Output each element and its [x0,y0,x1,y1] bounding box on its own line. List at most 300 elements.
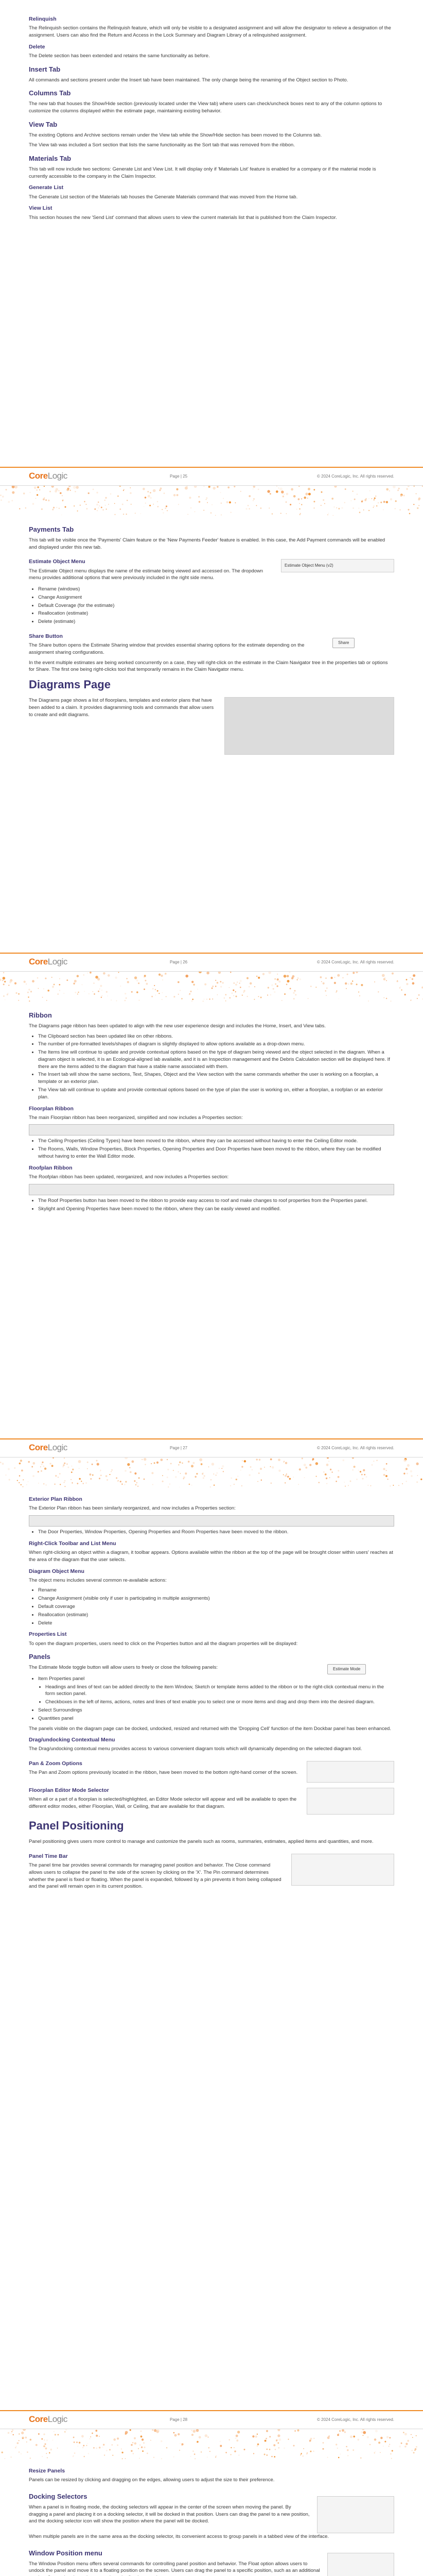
decorative-dot [74,505,75,506]
decorative-dot [308,493,311,495]
list-item: • Skylight and Opening Properties have been moved to the ribbon, where they can be easily viewed and modified. [38,1206,394,1213]
decorative-dot [131,2450,132,2452]
decorative-dot [373,1461,374,1462]
decorative-dot [346,2446,347,2447]
decorative-dot [99,2436,100,2437]
decorative-dot [327,514,328,515]
decorative-dot [43,2433,45,2435]
decorative-dot [138,1477,140,1479]
decorative-dot [88,2453,89,2454]
decorative-dot [42,1462,43,1463]
decorative-dot [220,2441,221,2442]
text-docking-selectors: When a panel is in floating mode, the docking selectors will appear in the center of the screen when moving the panel. By dragging a panel and placing it on a docking selector, it will be docked in that position. Users can drag the panel to a new position, and the docking selector icon will show the position where the panel will be docked. [29,2504,310,2524]
decorative-dot [367,1485,368,1486]
decorative-dot [401,2443,402,2444]
decorative-dot [52,1458,54,1459]
page-number: Page | 28 [170,2417,188,2422]
decorative-dot [256,505,257,506]
heading-view-list: View List [29,205,52,212]
decorative-dot [417,1475,418,1476]
decorative-dots-header [0,2429,423,2459]
decorative-dot [408,509,409,511]
decorative-dot [399,987,400,988]
decorative-dot [404,994,406,995]
heading-right-click-toolbar: Right-Click Toolbar and List Menu [29,1540,116,1547]
decorative-dot [157,501,158,502]
decorative-dot [278,980,280,982]
decorative-dot [36,2444,38,2446]
decorative-dot [134,2437,136,2439]
decorative-dot [155,995,156,996]
decorative-dot [163,512,164,513]
decorative-dot [51,486,54,488]
decorative-dot [160,1459,163,1461]
decorative-dot [20,1460,22,1462]
decorative-dot [19,1482,20,1483]
decorative-dot [30,2439,32,2441]
decorative-dot [38,1483,39,1484]
decorative-dot [90,2438,91,2439]
decorative-dot [21,2453,22,2455]
editor-mode-screenshot [307,1788,394,1815]
panel-time-bar-screenshot [291,1854,394,1886]
estimate-mode-button-illustration: Estimate Mode [327,1664,366,1674]
decorative-dot [191,981,193,983]
decorative-dot [241,1466,243,1467]
text-ribbon: The Diagrams page ribbon has been updated to align with the new user experience design and includes the Home, Insert, and View tabs. [29,1023,326,1029]
decorative-dot [383,1474,385,1476]
decorative-dot [23,2429,26,2431]
decorative-dot [12,491,14,494]
decorative-dot [265,2440,267,2442]
decorative-dot [52,2439,53,2441]
decorative-dot [386,980,387,981]
doc-page-3 [0,972,423,1458]
decorative-dot [99,505,100,506]
decorative-dot [156,1462,158,1464]
decorative-dot [11,2433,12,2434]
text-materials-tab: This tab will now include two sections: Generate List and View List. It will display only if 'Materials List' feature is enabled for a company or if the material mode is currently accessible to the company in the Claim Inspector. [29,166,376,179]
decorative-dot [284,494,285,495]
heading-generate-list: Generate List [29,184,64,191]
decorative-dot [130,492,132,494]
decorative-dot [138,2448,139,2449]
decorative-dot [239,980,241,982]
decorative-dot [197,989,198,990]
text-columns-tab: The new tab that houses the Show/Hide section (previously located under the View tab) where users can check/uncheck boxes next to any of the column options to customize the columns displayed within the estimate page, maintaining existing behavior. [29,101,382,114]
list-item: • The Insert tab will show the same sections, Text, Shapes, Object and the View section with the same commands whether the user is working on a floorplan, a template or an exterior plan. [38,1071,394,1086]
heading-floorplan-ribbon: Floorplan Ribbon [29,1105,74,1112]
decorative-dot [358,1470,359,1471]
decorative-dot [100,985,102,987]
decorative-dot [257,2434,258,2435]
decorative-dot [336,1481,337,1482]
decorative-dot [401,989,402,990]
decorative-dot [374,2438,376,2441]
decorative-dot [7,993,9,994]
decorative-dot [98,501,99,502]
decorative-dot [362,1478,364,1480]
decorative-dot [58,490,59,491]
decorative-dot [167,1459,168,1460]
decorative-dot [26,984,27,985]
decorative-dot [161,2459,162,2460]
decorative-dot [234,2450,236,2452]
decorative-dot [131,991,133,993]
decorative-dot [116,1478,117,1479]
decorative-dot [151,996,153,997]
decorative-dot [173,2456,174,2458]
decorative-dot [228,2439,230,2440]
decorative-dot [391,2458,392,2459]
decorative-dot [96,492,98,493]
decorative-dot [308,998,309,999]
heading-panels: Panels [29,1653,50,1661]
decorative-dot [220,2445,222,2447]
decorative-dot [126,978,127,979]
decorative-dot [338,998,339,999]
decorative-dot [294,2430,296,2432]
decorative-dot [41,1470,42,1472]
decorative-dot [104,2454,105,2455]
decorative-dot [257,2445,258,2447]
decorative-dot [77,993,78,994]
heading-diagram-object-menu: Diagram Object Menu [29,1568,84,1574]
decorative-dot [221,514,222,515]
decorative-dot [208,1466,209,1467]
decorative-dot [26,1484,27,1485]
ribbon-list [38,1033,394,1101]
text-panels: The Estimate Mode toggle button will allow users to freely or close the following panels: [29,1665,218,1671]
decorative-dot [285,1462,288,1464]
decorative-dot [173,2432,175,2434]
decorative-dot [140,2431,142,2432]
decorative-dot [93,489,94,490]
decorative-dot [170,1463,172,1465]
decorative-dot [313,501,315,502]
exterior-ribbon-list [38,1529,394,1536]
text-window-position: The Window Position menu offers several commands for controlling panel position and behavior. The Float option allows users to undock the panel and move it to a floating position on the screen. Users can drag the panel to a specific position, such as an additional [29,2561,320,2574]
decorative-dot [225,994,226,995]
decorative-dot [68,486,71,487]
decorative-dot [180,990,181,991]
decorative-dot [262,973,265,975]
decorative-dot [157,990,158,992]
heading-estimate-object-menu: Estimate Object Menu [29,558,85,565]
pan-zoom-screenshot [307,1761,394,1783]
decorative-dot [8,501,10,503]
decorative-dot [190,991,191,992]
decorative-dot [83,2445,84,2447]
decorative-dot [418,994,420,996]
decorative-dot [167,1469,169,1470]
decorative-dot [253,500,254,501]
decorative-dot [285,1475,287,1477]
decorative-dot [366,1476,367,1478]
decorative-dot [404,2433,407,2435]
decorative-dot [313,2451,314,2452]
decorative-dot [156,2430,158,2433]
decorative-dot [100,1471,101,1472]
decorative-dot [96,2447,97,2449]
decorative-dot [17,1480,18,1481]
share-button-illustration: Share [332,638,355,648]
decorative-dot [278,487,279,488]
decorative-dot [360,2458,361,2459]
decorative-dot [252,1469,253,1470]
decorative-dot [268,972,271,974]
decorative-dot [89,1473,91,1476]
decorative-dot [116,1000,117,1001]
decorative-dot [23,1479,24,1480]
decorative-dot [87,1468,88,1469]
decorative-dot [44,1468,46,1470]
decorative-dot [279,487,283,490]
decorative-dot [18,1000,19,1001]
decorative-dot [145,1464,146,1465]
decorative-dot [329,1477,330,1478]
text-diagrams-page: The Diagrams page shows a list of floorplans, templates and exterior plans that have been added to a claim. It provides diagramming tools and commands that allow users to create and edit diagrams. [29,698,214,718]
decorative-dot [45,2448,47,2450]
list-item: • Quantities panel [38,1715,394,1722]
decorative-dot [250,982,252,985]
decorative-dot [203,1477,204,1479]
page-footer [0,2410,423,2429]
decorative-dot [193,2430,196,2433]
decorative-dot [190,2456,191,2457]
decorative-dot [28,1481,29,1482]
page-number: Page | 26 [170,960,188,964]
decorative-dot [191,2430,192,2431]
decorative-dot [338,1476,340,1478]
decorative-dot [98,507,99,509]
decorative-dot [307,498,308,499]
decorative-dot [326,1464,329,1466]
decorative-dot [42,2456,43,2457]
decorative-dot [120,1481,121,1482]
decorative-dot [352,2449,354,2451]
decorative-dot [67,1467,69,1468]
decorative-dot [166,2447,167,2448]
decorative-dot [6,1475,7,1476]
decorative-dot [162,1481,164,1482]
decorative-dot [258,1472,260,1474]
decorative-dot [153,504,154,505]
decorative-dot [57,2448,58,2449]
decorative-dot [368,1001,369,1002]
decorative-dot [24,980,26,982]
list-item: • Rename [38,1587,394,1594]
decorative-dot [0,1462,2,1463]
decorative-dot [230,972,231,973]
decorative-dot [196,2429,199,2432]
decorative-dot [227,486,230,488]
decorative-dot [144,506,145,507]
decorative-dot [83,974,85,976]
decorative-dot [16,2446,17,2447]
decorative-dot [46,2439,48,2441]
decorative-dot [298,486,300,487]
decorative-dot [96,2435,98,2437]
decorative-dot [19,2440,20,2441]
decorative-dot [286,1473,287,1475]
decorative-dot [278,2447,279,2449]
corelogic-logo: CoreLogic [29,2414,67,2424]
decorative-dot [309,1464,311,1466]
decorative-dot [314,507,315,509]
decorative-dot [139,2444,141,2446]
decorative-dot [302,1458,303,1459]
decorative-dot [403,1473,405,1475]
decorative-dot [408,486,410,487]
decorative-dot [180,2443,181,2444]
decorative-dot [249,495,251,497]
decorative-dot [299,1468,301,1470]
decorative-dot [28,989,30,990]
decorative-dot [55,2434,56,2435]
decorative-dot [64,1486,65,1487]
decorative-dot [374,498,376,499]
decorative-dot [136,991,138,993]
decorative-dot [46,1000,47,1001]
decorative-dot [234,1484,235,1485]
decorative-dot [59,1473,61,1475]
decorative-dot [407,1473,408,1475]
decorative-dot [147,2452,148,2454]
decorative-dot [168,1486,169,1487]
decorative-dot [157,506,158,507]
decorative-dot [215,515,216,516]
decorative-dot [194,486,197,488]
decorative-dot [244,1460,246,1462]
decorative-dot [101,506,102,508]
decorative-dot [342,2429,344,2432]
decorative-dot [142,2450,144,2452]
decorative-dot [144,975,146,977]
decorative-dot [103,510,104,511]
decorative-dot [38,2433,40,2435]
decorative-dot [336,2444,337,2445]
text-view-tab: The existing Options and Archive sections remain under the View tab while the Show/Hide section has been moved to the Columns tab. [29,132,322,138]
decorative-dot [229,987,230,988]
decorative-dot [22,2437,24,2439]
heading-editor-mode-selector: Floorplan Editor Mode Selector [29,1787,109,1794]
decorative-dot [134,2442,137,2445]
list-item: • Delete [38,1620,394,1627]
decorative-dot [97,1463,99,1465]
decorative-dot [241,1485,242,1486]
decorative-dot [220,981,221,982]
decorative-dot [233,989,234,991]
decorative-dot [327,2457,328,2458]
decorative-dot [258,977,260,979]
decorative-dot [284,2447,285,2449]
list-item: • Rename (windows) [38,586,394,593]
decorative-dot [64,2431,65,2432]
decorative-dot [77,975,79,977]
heading-insert-tab: Insert Tab [29,65,61,73]
decorative-dot [276,490,278,493]
list-item: • Select Surroundings [38,1707,394,1714]
decorative-dot [244,2449,245,2450]
decorative-dot [316,1476,317,1477]
decorative-dot [373,507,374,508]
list-item: • The Ceiling Properties (Ceiling Types) have been moved to the ribbon, where they can be accessed without having to enter the Ceiling Editor mode. [38,1138,394,1145]
decorative-dot [416,2435,417,2436]
decorative-dot [62,500,63,501]
decorative-dot [17,2442,19,2444]
decorative-dot [41,509,43,510]
decorative-dot [261,1480,262,1481]
decorative-dot [70,489,71,490]
decorative-dot [185,975,188,978]
decorative-dot [259,1459,261,1461]
decorative-dot [30,991,32,992]
decorative-dot [269,2449,271,2450]
decorative-dot [32,1462,35,1465]
decorative-dot [386,488,389,490]
decorative-dot [199,2436,201,2438]
decorative-dot [231,1478,232,1479]
decorative-dot [326,1478,327,1479]
decorative-dot [109,2449,111,2450]
decorative-dot [231,512,232,513]
decorative-dot [338,2457,340,2459]
decorative-dot [249,1474,250,1476]
roofplan-ribbon-screenshot [29,1184,394,1195]
decorative-dot [59,990,60,991]
decorative-dot [9,981,11,983]
decorative-dot [14,1467,15,1469]
text-floorplan-ribbon: The main Floorplan ribbon has been reorganized, simplified and now includes a Properties section: [29,1114,243,1121]
list-item: • Item Properties panel [38,1675,394,1683]
decorative-dot [27,2451,28,2453]
decorative-dot [127,500,128,501]
decorative-dot [363,1469,365,1471]
decorative-dot [150,497,152,499]
decorative-dot [338,508,340,510]
decorative-dot [177,494,179,496]
decorative-dot [30,2458,31,2459]
decorative-dot [276,2440,277,2441]
decorative-dot [73,982,75,984]
decorative-dot [357,494,358,495]
decorative-dot [60,492,62,494]
decorative-dot [385,1475,387,1477]
decorative-dot [413,2452,415,2453]
decorative-dot [342,977,343,978]
decorative-dot [52,986,54,988]
decorative-dot [328,513,329,514]
decorative-dot [76,486,79,489]
decorative-dot [83,2456,84,2457]
decorative-dot [63,1464,64,1466]
decorative-dot [15,2447,16,2449]
decorative-dot [31,1466,33,1467]
decorative-dot [21,1469,23,1471]
decorative-dot [303,2448,304,2449]
decorative-dot [253,498,255,500]
decorative-dot [384,2441,386,2443]
decorative-dot [235,995,237,997]
decorative-dot [331,498,333,500]
decorative-dot [278,1459,280,1461]
decorative-dot [363,510,364,511]
decorative-dot [8,1468,10,1470]
decorative-dot [130,487,131,488]
decorative-dot [189,497,191,499]
decorative-dot [2,1463,4,1465]
